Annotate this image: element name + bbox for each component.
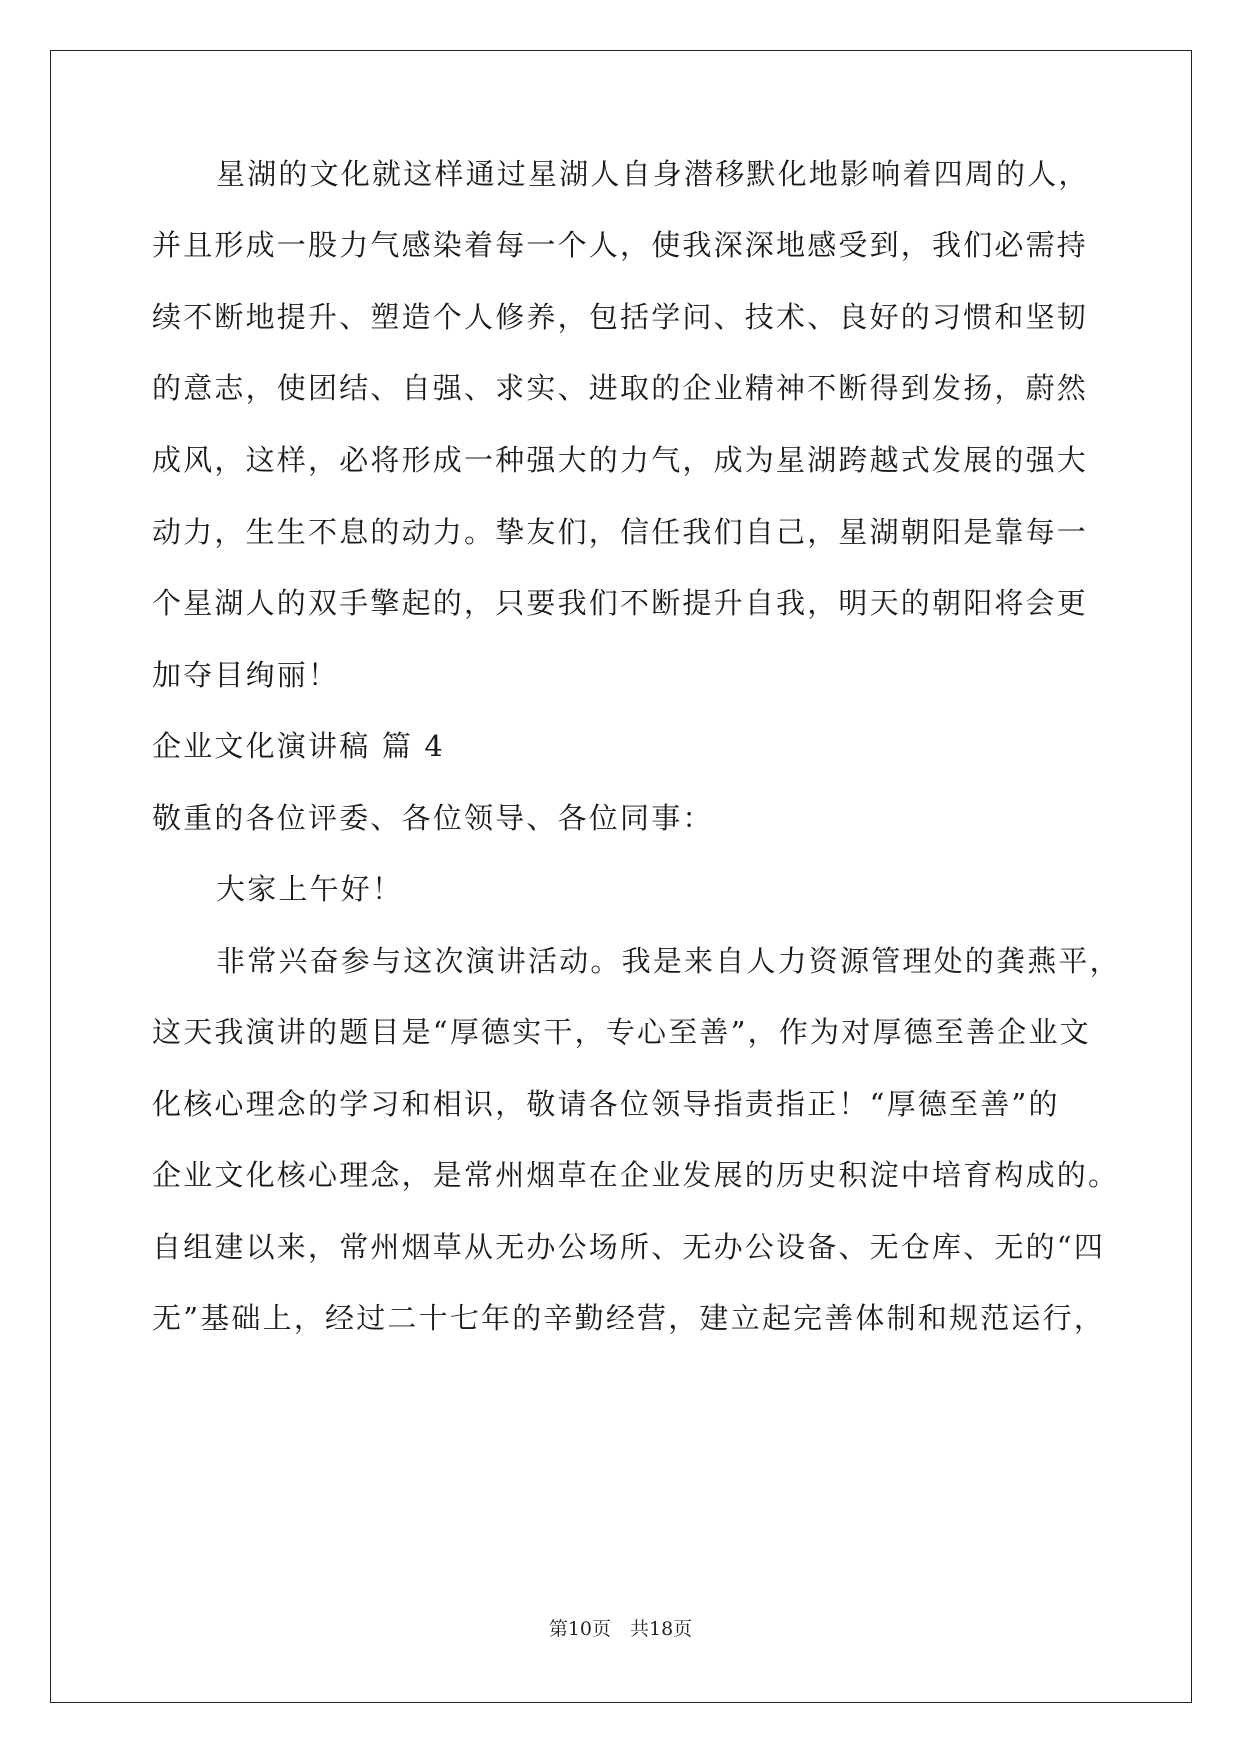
body-text-line: 无”基础上，经过二十七年的辛勤经营，建立起完善体制和规范运行， bbox=[152, 1301, 1106, 1335]
body-text-line: 续不断地提升、塑造个人修养，包括学问、技术、良好的习惯和坚韧 bbox=[152, 300, 1089, 334]
body-text-line: 的意志，使团结、自强、求实、进取的企业精神不断得到发扬，蔚然 bbox=[152, 371, 1089, 405]
page-number: 第10页 共18页 bbox=[548, 1618, 693, 1640]
body-text-line: 企业文化核心理念，是常州烟草在企业发展的历史积淀中培育构成的。 bbox=[152, 1158, 1120, 1192]
body-text-line: 星湖的文化就这样通过星湖人自身潜移默化地影响着四周的人， bbox=[216, 157, 1090, 191]
body-text-line: 个星湖人的双手擎起的，只要我们不断提升自我，明天的朝阳将会更 bbox=[152, 586, 1089, 620]
body-text-line: 并且形成一股力气感染着每一个人，使我深深地感受到，我们必需持 bbox=[152, 228, 1089, 262]
section-heading: 企业文化演讲稿 篇 4 bbox=[152, 729, 446, 763]
body-text-line: 成风，这样，必将形成一种强大的力气，成为星湖跨越式发展的强大 bbox=[152, 443, 1089, 477]
body-text-line: 非常兴奋参与这次演讲活动。我是来自人力资源管理处的龚燕平， bbox=[216, 944, 1121, 978]
greeting: 大家上午好！ bbox=[216, 872, 404, 906]
body-text-line: 加夺目绚丽！ bbox=[152, 658, 340, 692]
body-text-line: 动力，生生不息的动力。挚友们，信任我们自己，星湖朝阳是靠每一 bbox=[152, 515, 1089, 549]
salutation: 敬重的各位评委、各位领导、各位同事： bbox=[152, 801, 714, 835]
body-text-line: 自组建以来，常州烟草从无办公场所、无办公设备、无仓库、无的“四 bbox=[152, 1230, 1106, 1264]
body-text-line: 这天我演讲的题目是“厚德实干，专心至善”，作为对厚德至善企业文 bbox=[152, 1015, 1091, 1049]
body-text-line: 化核心理念的学习和相识，敬请各位领导指责指正！“厚德至善”的 bbox=[152, 1087, 1060, 1121]
